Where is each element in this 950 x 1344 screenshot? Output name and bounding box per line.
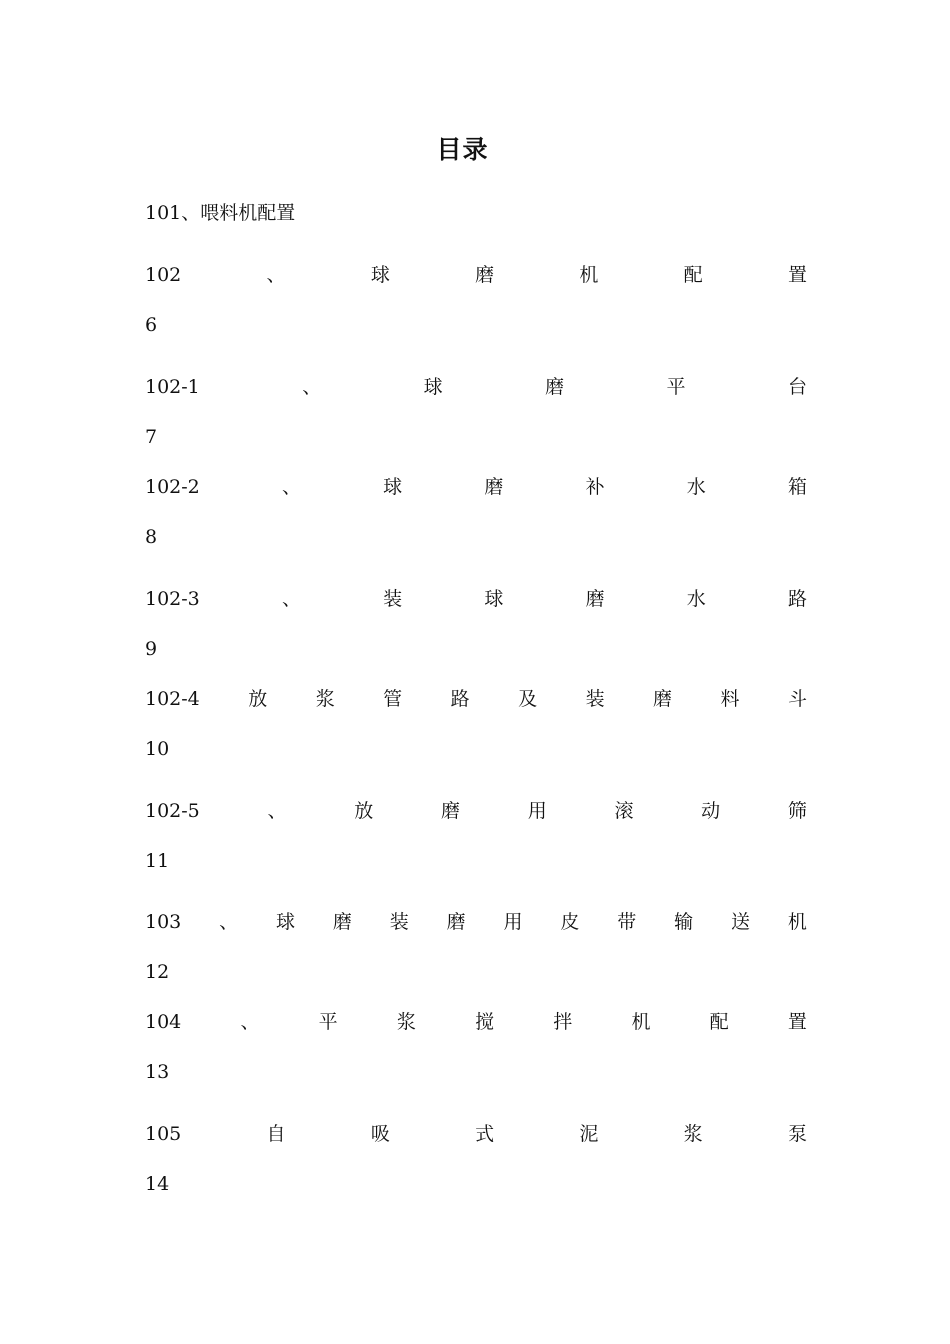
- toc-entry-token: 磨: [475, 264, 495, 286]
- toc-entry-token: 装: [585, 688, 605, 710]
- toc-entry-token: 装: [383, 588, 403, 610]
- toc-entry-token: 送: [731, 911, 751, 933]
- toc-entry: [145, 262, 807, 288]
- toc-entry-token: 水: [686, 476, 706, 498]
- toc-entry-token: 、: [281, 588, 301, 610]
- toc-entry-token: 滚: [614, 800, 634, 822]
- toc-page-number: 10: [145, 738, 170, 760]
- toc-entry-token: 泵: [787, 1123, 807, 1145]
- toc-entry-token: 斗: [787, 688, 807, 710]
- toc-page-number: 8: [145, 526, 158, 548]
- toc-page-number: 14: [145, 1173, 170, 1195]
- toc-entry-token: 磨: [332, 911, 352, 933]
- toc-entry-token: 平: [318, 1011, 338, 1033]
- toc-entry-token: 平: [666, 376, 686, 398]
- toc-entry-token: 输: [674, 911, 694, 933]
- toc-entry-token: 磨: [545, 376, 565, 398]
- toc-entry-token: 球: [423, 376, 443, 398]
- toc-page-number: 9: [145, 638, 158, 660]
- toc-entry-token: 、: [281, 476, 301, 498]
- toc-entry-token: 放: [354, 800, 374, 822]
- toc-entry-token: 球: [383, 476, 403, 498]
- toc-entry-token: 料: [720, 688, 740, 710]
- toc-entry-token: 装: [389, 911, 409, 933]
- toc-entry-token: 筛: [787, 800, 807, 822]
- toc-entry-token: 泥: [579, 1123, 599, 1145]
- toc-entry-token: 及: [518, 688, 538, 710]
- toc-entry-token: 配: [709, 1011, 729, 1033]
- toc-entry-token: 路: [450, 688, 470, 710]
- toc-entry: [145, 1121, 807, 1147]
- toc-entry-token: 搅: [475, 1011, 495, 1033]
- toc-entry-token: 102-4: [145, 688, 200, 710]
- toc-entry-token: 机: [631, 1011, 651, 1033]
- toc-entry-token: 管: [383, 688, 403, 710]
- toc-entry: 101、喂料机配置: [145, 202, 296, 224]
- toc-entry-token: 机: [787, 911, 807, 933]
- toc-entry-token: 磨: [653, 688, 673, 710]
- toc-entry-token: 磨: [446, 911, 466, 933]
- toc-entry-token: 浆: [396, 1011, 416, 1033]
- toc-entry-token: 自: [266, 1123, 286, 1145]
- toc-entry-token: 浆: [683, 1123, 703, 1145]
- toc-page-number: 12: [145, 961, 170, 983]
- toc-page-number: 13: [145, 1061, 170, 1083]
- toc-entry-token: 、: [266, 264, 286, 286]
- toc-entry-token: 动: [701, 800, 721, 822]
- toc-entry-token: 用: [527, 800, 547, 822]
- toc-entry-token: 置: [787, 264, 807, 286]
- toc-title: 目录: [436, 135, 489, 164]
- toc-entry-token: 置: [787, 1011, 807, 1033]
- toc-entry-token: 补: [585, 476, 605, 498]
- toc-entry: [145, 586, 807, 612]
- toc-entry: [145, 909, 807, 935]
- toc-entry-token: 、: [302, 376, 322, 398]
- toc-entry-token: 磨: [440, 800, 460, 822]
- toc-entry-token: 用: [503, 911, 523, 933]
- toc-page-number: 7: [145, 426, 158, 448]
- toc-entry-token: 球: [370, 264, 390, 286]
- toc-page-number: 11: [145, 850, 170, 872]
- toc-entry-token: 拌: [553, 1011, 573, 1033]
- toc-entry-token: 浆: [315, 688, 335, 710]
- toc-entry-token: 102-5: [145, 800, 200, 822]
- toc-entry-token: 、: [219, 911, 239, 933]
- toc-entry: [145, 374, 807, 400]
- toc-entry-token: 水: [686, 588, 706, 610]
- toc-entry-token: 球: [276, 911, 296, 933]
- toc-entry-token: 102-1: [145, 376, 200, 398]
- toc-entry-token: 102: [145, 264, 182, 286]
- toc-entry-token: 吸: [370, 1123, 390, 1145]
- toc-entry-token: 箱: [787, 476, 807, 498]
- toc-entry-token: 、: [267, 800, 287, 822]
- toc-entry-token: 配: [683, 264, 703, 286]
- toc-entry-token: 式: [475, 1123, 495, 1145]
- toc-entry-token: 台: [787, 376, 807, 398]
- toc-page-number: 6: [145, 314, 158, 336]
- toc-entry-token: 104: [145, 1011, 182, 1033]
- toc-entry: [145, 474, 807, 500]
- toc-entry-token: 、: [240, 1011, 260, 1033]
- toc-entry-token: 磨: [484, 476, 504, 498]
- toc-entry-token: 103: [145, 911, 182, 933]
- toc-entry-token: 102-2: [145, 476, 200, 498]
- toc-entry-token: 机: [579, 264, 599, 286]
- toc-entry: [145, 798, 807, 824]
- toc-entry-token: 磨: [585, 588, 605, 610]
- toc-entry-token: 102-3: [145, 588, 200, 610]
- toc-entry: [145, 686, 807, 712]
- toc-entry-token: 放: [248, 688, 268, 710]
- toc-entry-token: 路: [787, 588, 807, 610]
- toc-entry-token: 带: [617, 911, 637, 933]
- toc-entry-token: 105: [145, 1123, 182, 1145]
- toc-entry: [145, 1009, 807, 1035]
- toc-entry-token: 球: [484, 588, 504, 610]
- toc-entry-token: 皮: [560, 911, 580, 933]
